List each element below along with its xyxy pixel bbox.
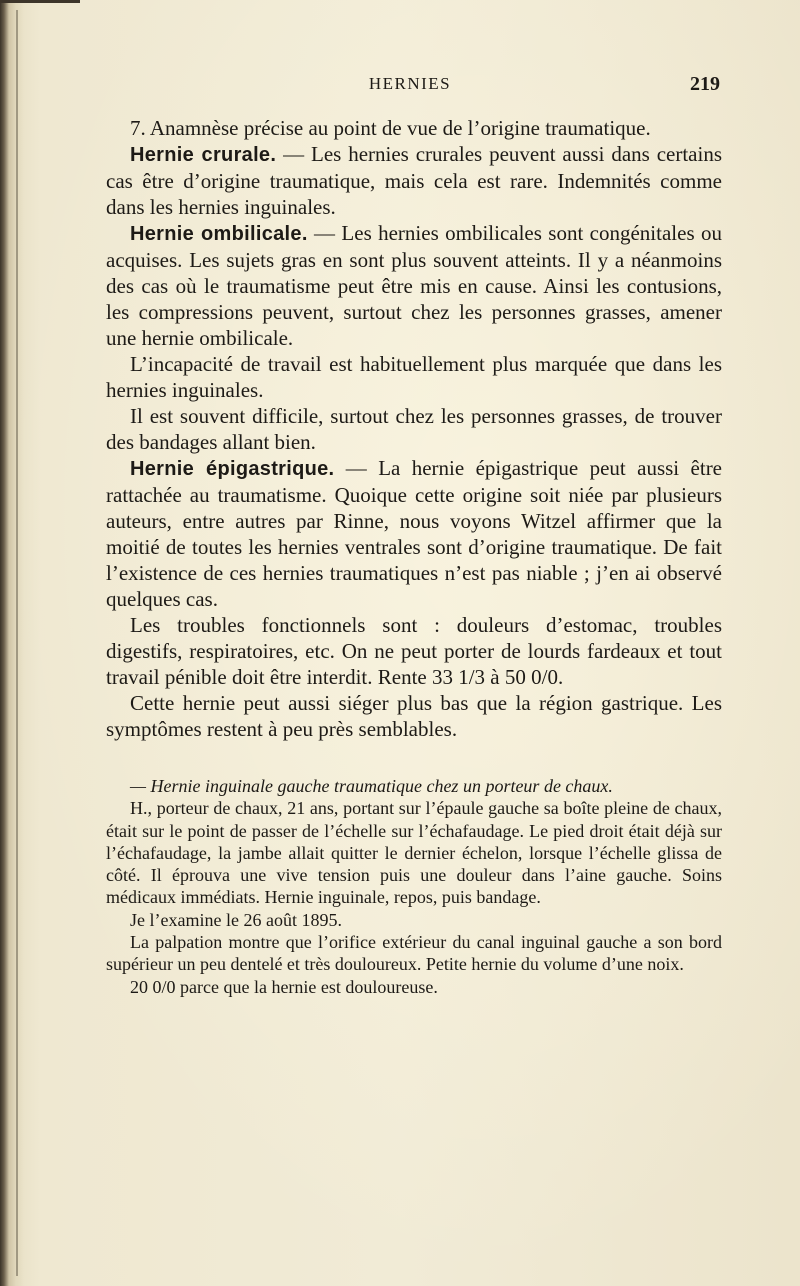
paragraph-troubles: Les troubles fonctionnels sont : douleurs d’estomac, troubles digestifs, respiratoires, etc. On ne peut porter de lourds fardeaux et tout travail pénible doit être interdit. Rente 33 1/3 à 50 0/0.: [106, 613, 722, 689]
page-number: 219: [690, 73, 720, 95]
case-paragraph: 20 0/0 parce que la hernie est douloureuse.: [130, 976, 438, 997]
top-rule: [0, 0, 80, 3]
paragraph-incapacite: L’incapacité de travail est habituellement plus marquée que dans les hernies inguinales.: [106, 352, 722, 402]
paragraph-body: — La hernie épigastrique peut aussi être rattachée au traumatisme. Quoique cette origine soit niée par plusieurs auteurs, entre autres par Rinne, nous voyons Witzel affirmer que la moitié de toutes les hernies ventrales sont d’origine traumatique. De fait l’existence de ces hernies traumatiques n’est pas niable ; j’en ai observé quelques cas.: [106, 456, 723, 611]
case-paragraph: H., porteur de chaux, 21 ans, portant sur l’épaule gauche sa boîte pleine de chaux, était sur le point de passer de l’échelle sur l’échafaudage. Le pied droit était déjà sur l’échafaudage, la jambe allait quitter le dernier échelon, lorsque l’échelle glissa de côté. Il éprouva une vive tension puis une douleur dans l’aine gauche. Soins médicaux immédiats. Hernie inguinale, repos, puis bandage.: [106, 798, 722, 908]
main-text: [106, 115, 722, 998]
case-paragraph: La palpation montre que l’orifice extérieur du canal inguinal gauche a son bord supérieur un peu dentelé et très douloureux. Petite hernie du volume d’une noix.: [106, 932, 722, 975]
paragraph-bandages: Il est souvent difficile, surtout chez les personnes grasses, de trouver des bandages allant bien.: [106, 404, 722, 454]
section-heading-ombilicale: Hernie ombilicale.: [130, 223, 308, 245]
case-paragraph: Je l’examine le 26 août 1895.: [130, 909, 342, 930]
page-binding-edge: [0, 0, 24, 1286]
paragraph-region: Cette hernie peut aussi siéger plus bas que la région gastrique. Les symptômes restent à peu près semblables.: [106, 691, 722, 741]
paragraph-body: — Les hernies ombilicales sont congénitales ou acquises. Les sujets gras en sont plus souvent atteints. Il y a néanmoins des cas où le traumatisme peut être mis en cause. Ainsi les contusions, les compressions peuvent, surtout chez les personnes grasses, amener une hernie ombilicale.: [106, 221, 722, 350]
running-head: [100, 74, 720, 102]
running-title: HERNIES: [368, 74, 452, 93]
binding-line: [16, 10, 18, 1276]
paragraph-hernie-ombilicale: [106, 220, 722, 351]
case-report: [106, 775, 722, 998]
paragraph-hernie-epigastrique: [106, 455, 722, 612]
paragraph-item-7: 7. Anamnèse précise au point de vue de l’origine traumatique.: [130, 116, 651, 140]
case-title: — Hernie inguinale gauche traumatique chez un porteur de chaux.: [130, 776, 613, 796]
section-heading-crurale: Hernie crurale.: [130, 144, 277, 166]
paragraph-hernie-crurale: [106, 141, 722, 220]
section-heading-epigastrique: Hernie épigastrique.: [130, 458, 335, 480]
paragraph-body: — Les hernies crurales peuvent aussi dans certains cas être d’origine traumatique, mais cela est rare. Indemnités comme dans les hernies inguinales.: [106, 142, 723, 219]
